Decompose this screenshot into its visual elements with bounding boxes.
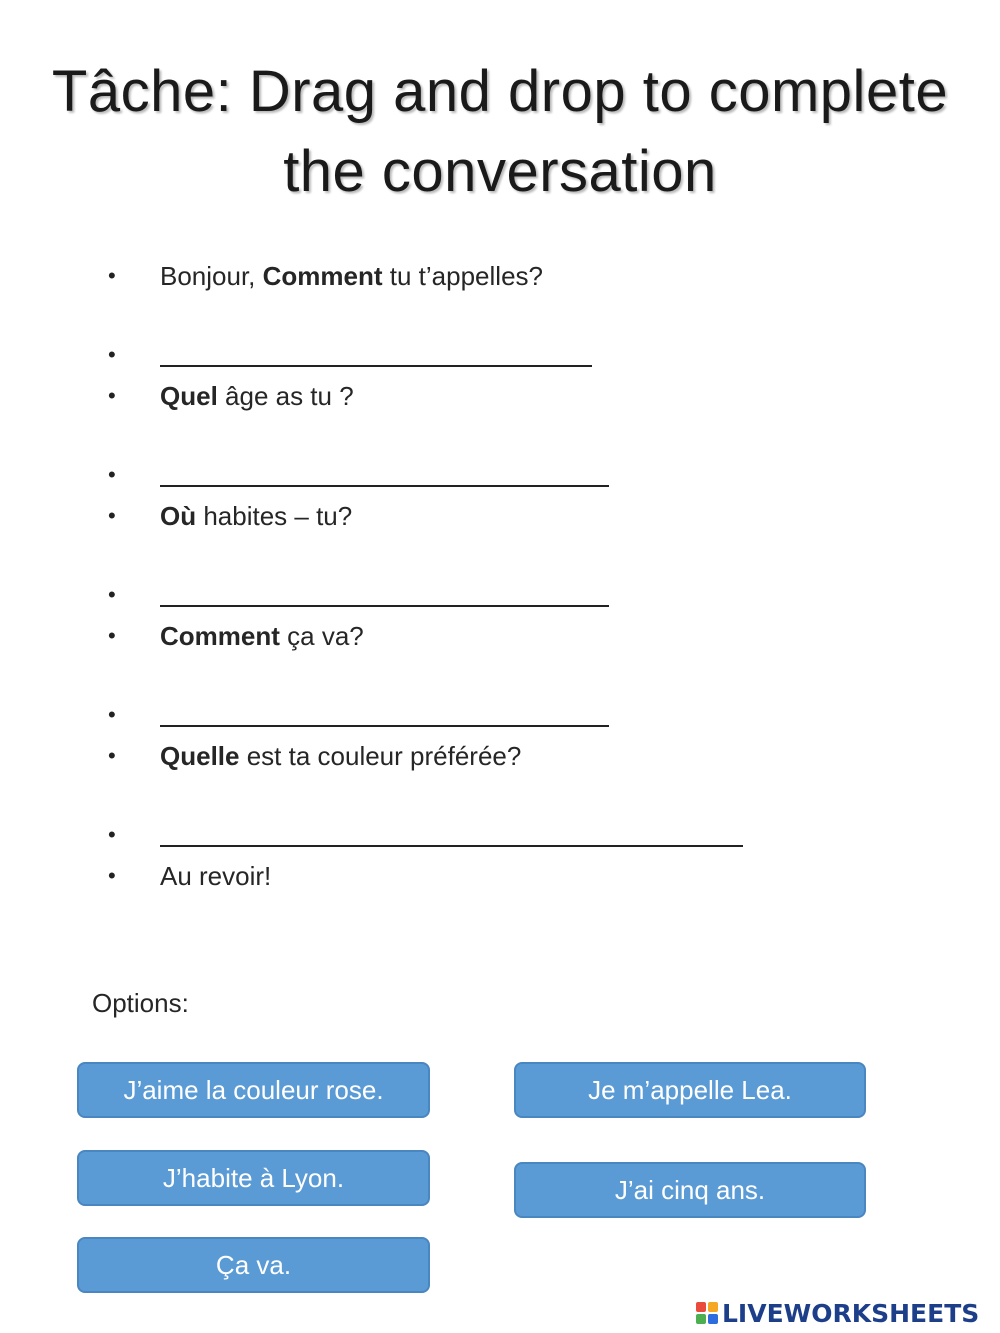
question-text: Bonjour, Comment tu t’appelles? [160, 261, 543, 291]
question-text: Quelle est ta couleur préférée? [160, 741, 522, 771]
bullet: • [108, 743, 116, 768]
question-text: Où habites – tu? [160, 501, 353, 531]
logo-square [708, 1314, 718, 1324]
bullet: • [108, 462, 116, 487]
option-tile-couleur[interactable]: J’aime la couleur rose. [77, 1062, 430, 1118]
logo-square [696, 1302, 706, 1312]
answer-blank-1[interactable] [160, 365, 592, 367]
bullet: • [108, 822, 116, 847]
closing-text: Au revoir! [160, 861, 272, 891]
title-line-2: the conversation [283, 139, 717, 204]
question-text: Comment ça va? [160, 621, 364, 651]
option-tile-habite[interactable]: J’habite à Lyon. [77, 1150, 430, 1206]
brand-name: LIVEWORKSHEETS [722, 1298, 980, 1328]
logo-icon [696, 1302, 718, 1324]
answer-blank-4[interactable] [160, 725, 609, 727]
answer-blank-5[interactable] [160, 845, 743, 847]
logo-square [696, 1314, 706, 1324]
answer-blank-2[interactable] [160, 485, 609, 487]
bullet: • [108, 863, 116, 888]
option-tile-ca-va[interactable]: Ça va. [77, 1237, 430, 1293]
bullet: • [108, 582, 116, 607]
title-line-1: Tâche: Drag and drop to complete [51, 59, 949, 124]
bullet: • [108, 383, 116, 408]
bullet: • [108, 263, 116, 288]
bullet: • [108, 623, 116, 648]
answer-blank-3[interactable] [160, 605, 609, 607]
question-text: Quel âge as tu ? [160, 381, 354, 411]
bullet: • [108, 503, 116, 528]
logo-square [708, 1302, 718, 1312]
option-tile-age[interactable]: J’ai cinq ans. [514, 1162, 866, 1218]
option-tile-appelle[interactable]: Je m’appelle Lea. [514, 1062, 866, 1118]
bullet: • [108, 342, 116, 367]
options-label: Options: [92, 988, 189, 1018]
liveworksheets-logo[interactable] [696, 1297, 979, 1329]
worksheet-title [0, 52, 1000, 212]
bullet: • [108, 702, 116, 727]
